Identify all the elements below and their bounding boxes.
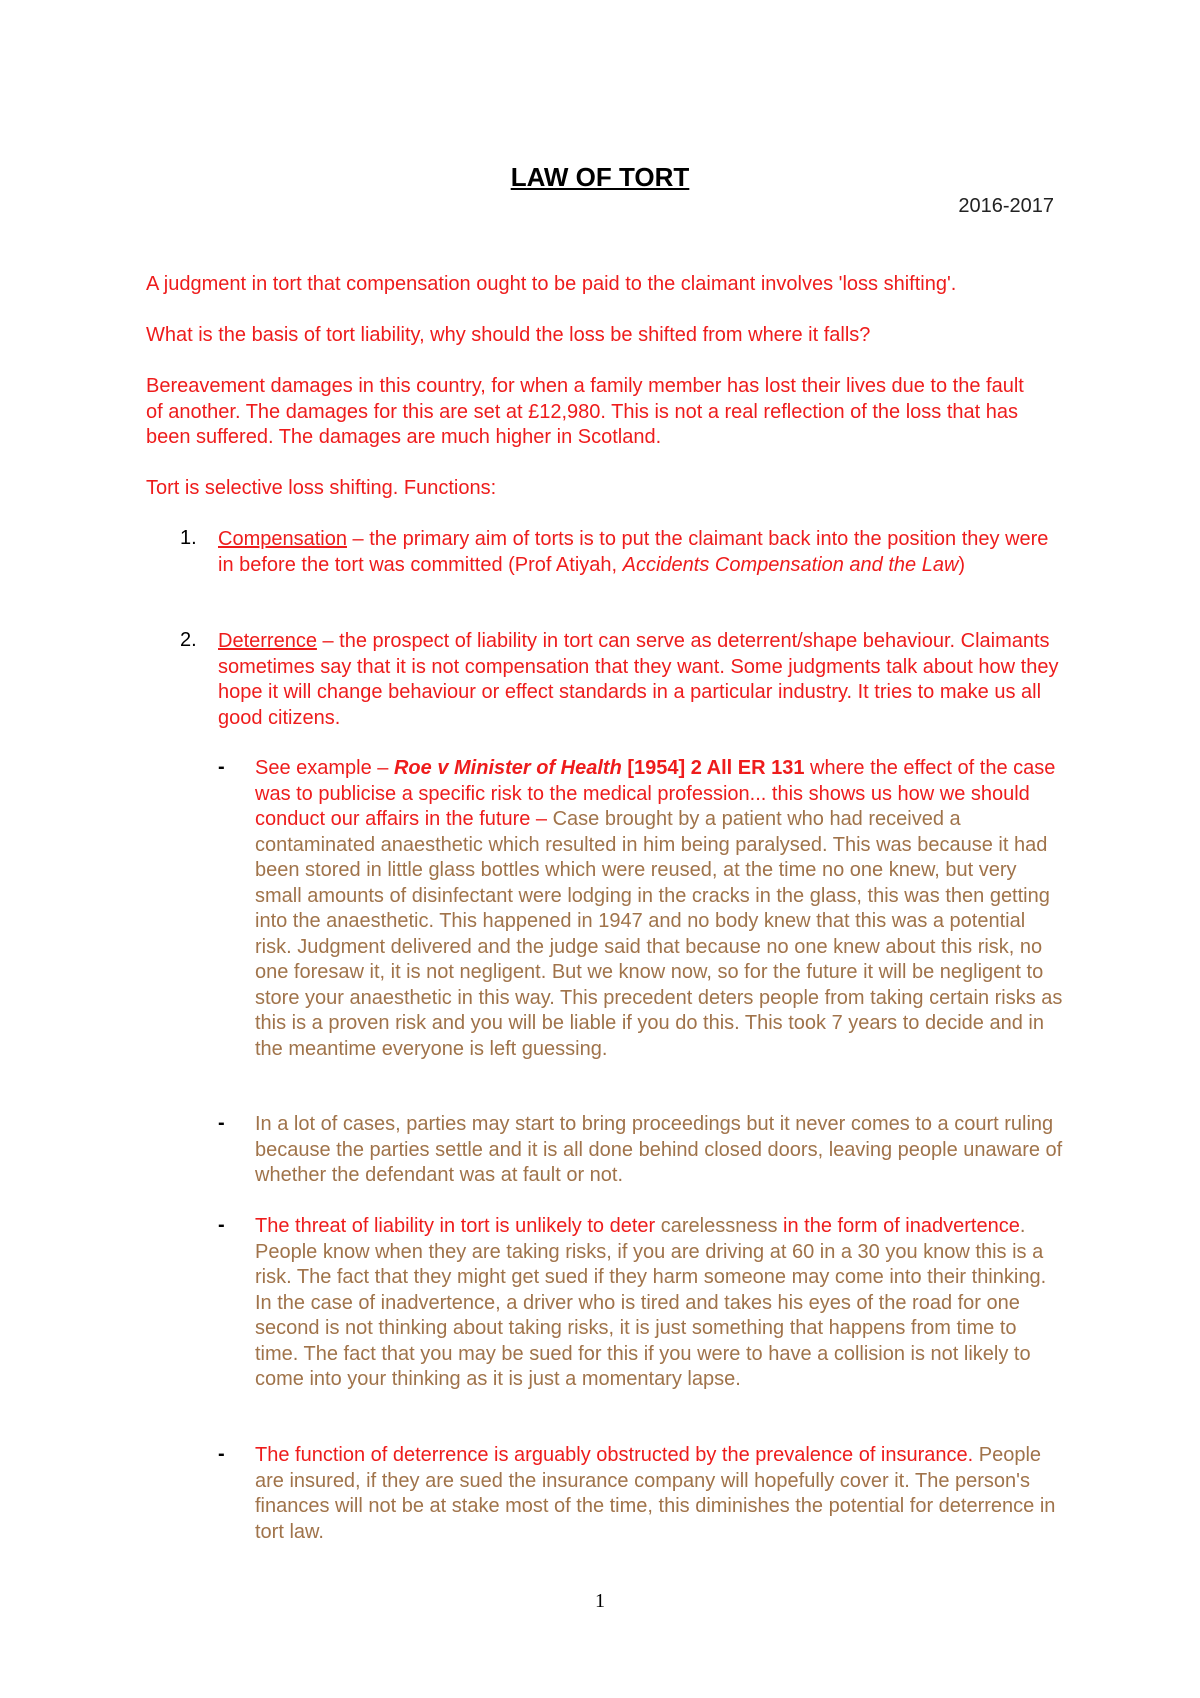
insurance-tan: People are insured, if they are sued the insurance company will hopefully cover it. The person's finances will not be at stake most of the time, this diminishes the potential for deterrence in tort law. [255, 1444, 1056, 1543]
bullet-roe-case [255, 756, 1063, 1062]
page-title: LAW OF TORT [510, 162, 690, 192]
book-title: Accidents Compensation and the Law [622, 553, 959, 576]
compensation-text: – the primary aim of torts is to put the claimant back into the position they were in before the tort was committed (Prof Atiyah, [218, 528, 1049, 576]
case-effect-text: where the effect of the case was to publicise a specific risk to the medical profession... this shows us how we should conduct our affairs in the future – [255, 757, 1056, 830]
inadvertence-red-2: in the form of inadvertence [777, 1215, 1020, 1237]
inadvertence-red-1: The threat of liability in tort is unlikely to deter [255, 1215, 661, 1237]
deterrence-heading: Deterrence [218, 630, 317, 652]
example-intro: See example – [255, 757, 394, 779]
case-name: Roe v Minister of Health [393, 757, 622, 779]
bullet-settlement: In a lot of cases, parties may start to bring proceedings but it never comes to a court ruling because the parties settle and it is all done behind closed doors, leaving people unaware of whether the defendant was at fault or not. [255, 1113, 1063, 1186]
bullet-dash: - [218, 1214, 225, 1236]
page-number: 1 [595, 1590, 605, 1612]
list-number-2: 2. [180, 629, 197, 651]
case-citation: [1954] 2 All ER 131 [621, 757, 805, 779]
insurance-red: The function of deterrence is arguably obstructed by the prevalence of insurance. [255, 1444, 974, 1466]
bullet-dash: - [218, 1443, 225, 1465]
bereavement-paragraph: Bereavement damages in this country, for when a family member has lost their lives due to the fault of another. The damages for this are set at £12,980. This is not a real reflection of the loss that has been suffered. The damages are much higher in Scotland. [146, 375, 1024, 448]
bullet-insurance [255, 1443, 1063, 1545]
list-item-compensation [218, 527, 1063, 578]
bullet-inadvertence [255, 1214, 1063, 1393]
bullet-dash: - [218, 1112, 225, 1134]
compensation-heading: Compensation [218, 528, 347, 550]
inadvertence-tan-2: . People know when they are taking risks, if you are driving at 60 in a 30 you know this is a risk. The fact that they might get sued if they harm someone may come into their thinking. In the case of inadvertence, a driver who is tired and takes his eyes of the road for one second is not thinking about taking risks, it is just something that happens from time to time. The fact that you may be sued for this if you were to have a collision is not likely to come into your thinking as it is just a momentary lapse. [255, 1215, 1047, 1390]
bullet-dash: - [218, 756, 225, 778]
compensation-close: ) [958, 553, 966, 576]
case-facts-text: Case brought by a patient who had received a contaminated anaesthetic which resulted in him being paralysed. This was because it had been stored in little glass bottles which were reused, at the time no one knew, but very small amounts of disinfectant were lodging in the cracks in the glass, this was then getting into the anaesthetic. This happened in 1947 and no body knew that this was a potential risk. Judgment delivered and the judge said that because no one knew about this risk, no one foresaw it, it is not negligent. But we know now, so for the future it will be negligent to store your anaesthetic in this way. This precedent deters people from taking certain risks as this is a proven risk and you will be liable if you do this. This took 7 years to decide and in the meantime everyone is left guessing. [255, 808, 1063, 1060]
question-paragraph: What is the basis of tort liability, why should the loss be shifted from where it falls? [146, 324, 871, 346]
list-item-deterrence [218, 629, 1063, 731]
intro-paragraph: A judgment in tort that compensation ought to be paid to the claimant involves 'loss shifting'. [146, 273, 957, 295]
academic-year: 2016-2017 [958, 195, 1054, 217]
functions-intro: Tort is selective loss shifting. Functions: [146, 477, 497, 499]
deterrence-text: – the prospect of liability in tort can serve as deterrent/shape behaviour. Claimants sometimes say that it is not compensation that they want. Some judgments talk about how they hope it will change behaviour or effect standards in a particular industry. It tries to make us all good citizens. [218, 630, 1059, 729]
list-number-1: 1. [180, 527, 197, 549]
inadvertence-tan-1: carelessness [660, 1215, 778, 1237]
